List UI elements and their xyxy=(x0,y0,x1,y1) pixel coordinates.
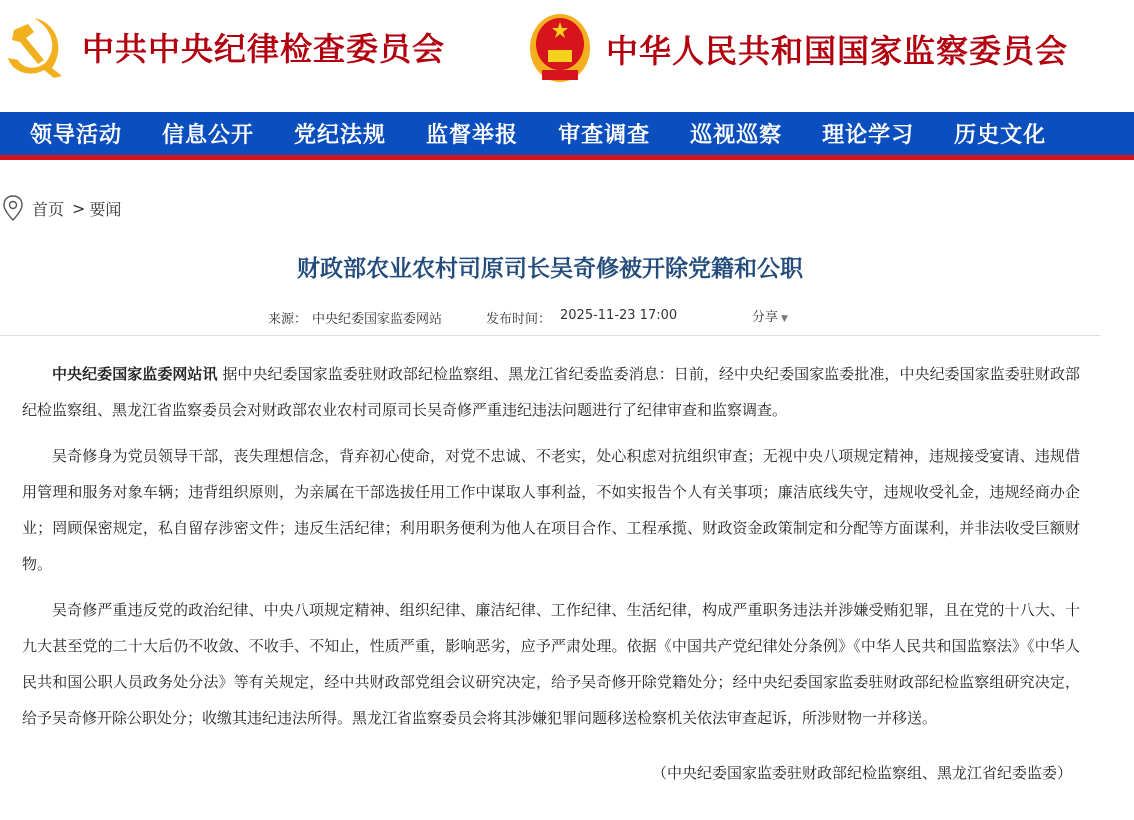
ccdi-logo[interactable] xyxy=(4,14,445,80)
breadcrumb-current[interactable]: 要闻 xyxy=(89,199,122,219)
nav-item[interactable]: 信息公开 xyxy=(162,122,255,148)
ccdi-title: 中共中央纪律检查委员会 xyxy=(82,30,446,68)
nav-item[interactable]: 监督举报 xyxy=(426,122,519,148)
share-label: 分享 xyxy=(752,310,779,325)
article-body xyxy=(22,356,1080,746)
share-button[interactable] xyxy=(752,306,788,325)
nsc-title: 中华人民共和国国家监察委员会 xyxy=(606,32,1069,70)
paragraph-text: 据中央纪委国家监委驻财政部纪检监察组、黑龙江省纪委监委消息：日前，经中央纪委国家监委批准，中央纪委国家监委驻财政部纪检监察组、黑龙江省监察委员会对财政部农业农村司原司长吴奇修严重违纪违法问题进行了纪律审查和监察调查。 xyxy=(22,365,1080,419)
nsc-logo[interactable] xyxy=(528,12,1068,86)
nav-item[interactable]: 审查调查 xyxy=(558,122,651,148)
source: 中央纪委国家监委网站 xyxy=(312,312,443,327)
source-label: 来源： xyxy=(268,312,308,327)
nav-item[interactable]: 巡视巡察 xyxy=(690,122,783,148)
location-pin-icon xyxy=(2,194,24,222)
main-nav xyxy=(0,112,1134,160)
breadcrumb xyxy=(2,194,129,222)
nav-item[interactable]: 党纪法规 xyxy=(294,122,387,148)
breadcrumb-separator: > xyxy=(72,198,86,218)
national-emblem-icon xyxy=(528,12,592,86)
time-label: 发布时间： xyxy=(486,312,552,327)
article-meta xyxy=(0,308,1100,336)
article-signature: （中央纪委国家监委驻财政部纪检监察组、黑龙江省纪委监委） xyxy=(651,764,1072,782)
lead-source: 中央纪委国家监委网站讯 xyxy=(52,365,218,383)
paragraph xyxy=(22,356,1080,428)
site-header xyxy=(0,0,1134,112)
nav-item[interactable]: 领导活动 xyxy=(30,122,123,148)
publish-time: 2025-11-23 17:00 xyxy=(560,308,678,323)
article-title: 财政部农业农村司原司长吴奇修被开除党籍和公职 xyxy=(297,256,803,282)
nav-item[interactable]: 理论学习 xyxy=(822,122,915,148)
chevron-down-icon: ▼ xyxy=(781,314,788,324)
breadcrumb-home[interactable]: 首页 xyxy=(32,199,65,219)
nav-item[interactable]: 历史文化 xyxy=(954,122,1047,148)
paragraph: 吴奇修身为党员领导干部，丧失理想信念，背弃初心使命，对党不忠诚、不老实，处心积虑对抗组织审查；无视中央八项规定精神，违规接受宴请、违规借用管理和服务对象车辆；违背组织原则，为亲属在干部选拔任用工作中谋取人事利益，不如实报告个人有关事项；廉洁底线失守，违规收受礼金，违规经商办企业；罔顾保密规定，私自留存涉密文件；违反生活纪律；利用职务便利为他人在项目合作、工程承揽、财政资金政策制定和分配等方面谋利，并非法收受巨额财物。 xyxy=(22,447,1080,573)
party-emblem-icon xyxy=(4,14,68,80)
paragraph: 吴奇修严重违反党的政治纪律、中央八项规定精神、组织纪律、廉洁纪律、工作纪律、生活纪律，构成严重职务违法并涉嫌受贿犯罪，且在党的十八大、十九大甚至党的二十大后仍不收敛、不收手、不知止，性质严重，影响恶劣，应予严肃处理。依据《中国共产党纪律处分条例》《中华人民共和国监察法》《中华人民共和国公职人员政务处分法》等有关规定，经中共财政部党组会议研究决定，给予吴奇修开除党籍处分；经中央纪委国家监委驻财政部纪检监察组研究决定，给予吴奇修开除公职处分；收缴其违纪违法所得。黑龙江省监察委员会将其涉嫌犯罪问题移送检察机关依法审查起诉，所涉财物一并移送。 xyxy=(22,601,1080,727)
